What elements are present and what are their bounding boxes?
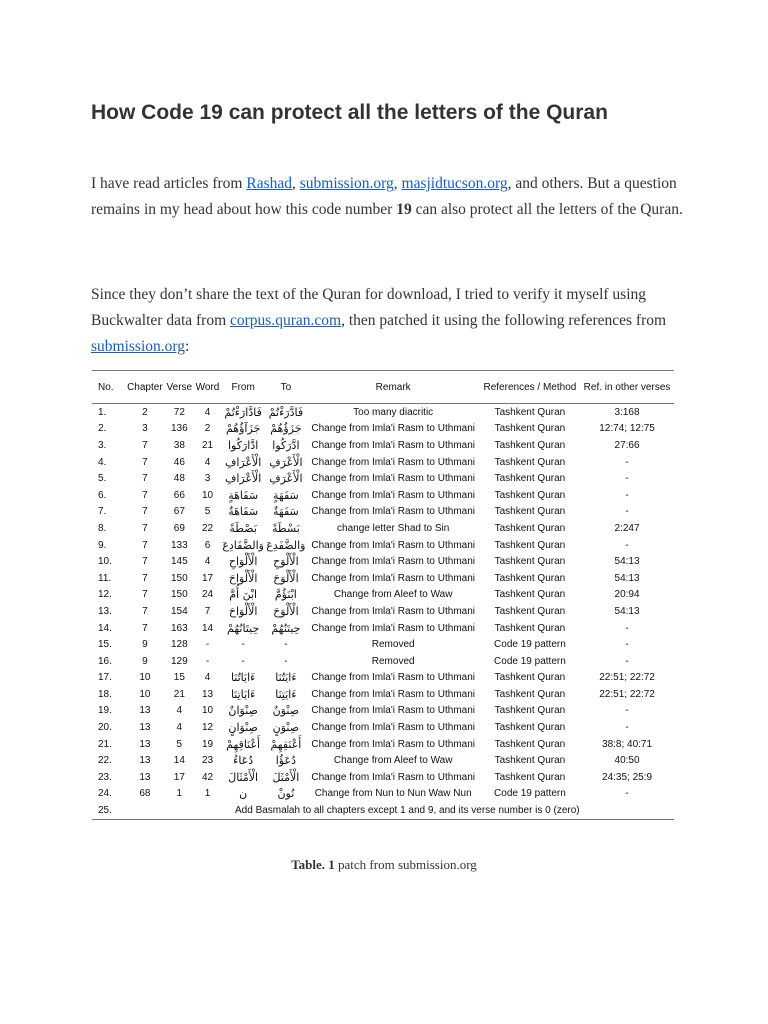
table-cell: Tashkent Quran	[494, 572, 566, 584]
table-cell: 7	[142, 605, 148, 617]
table-cell: -	[284, 655, 288, 667]
table-cell: Code 19 pattern	[494, 788, 566, 800]
table-cell: 1	[204, 788, 211, 800]
table-cell: 15	[173, 672, 185, 684]
table-cell: ءَايَتُنَا	[275, 671, 297, 685]
table-cell: الْأَمْثَلَ	[272, 770, 300, 784]
table-cell: الْأَلْوَاحِ	[228, 555, 258, 569]
table-cell: 22:51; 22:72	[599, 672, 655, 684]
caption-text: patch from submission.org	[334, 857, 477, 872]
table-cell: الْأَمْثَالَ	[228, 770, 259, 784]
table-cell: جَزَؤُهُمْ	[270, 422, 302, 436]
text-span: can also protect all the letters of the Quran.	[411, 201, 683, 218]
table-row	[92, 736, 674, 753]
table-cell: 38:8; 40:71	[602, 738, 653, 750]
table-cell: Tashkent Quran	[494, 688, 566, 700]
table-cell: 10	[139, 688, 151, 700]
table-cell: Change from Imla'i Rasm to Uthmani	[311, 539, 475, 551]
table-cell: الْأَلْوَاحَ	[228, 571, 258, 585]
table-cell: 23	[201, 755, 214, 767]
table-cell: 69	[173, 522, 185, 534]
table-cell: 48	[173, 473, 185, 485]
table-cell: 66	[173, 489, 185, 501]
table-cell: 9	[142, 639, 148, 651]
table-cell: الْأَلْوَحَ	[273, 571, 299, 585]
table-cell: 21.	[98, 738, 112, 750]
table-cell: 128	[170, 639, 188, 651]
link-submission-org[interactable]: submission.org	[299, 175, 394, 192]
table-caption	[0, 857, 768, 873]
table-cell: 2	[204, 423, 211, 435]
table-cell: 46	[173, 456, 185, 468]
table-cell: Change from Imla'i Rasm to Uthmani	[311, 771, 475, 783]
text-span: ,	[393, 175, 402, 192]
table-cell: الْأَلْوَحَ	[273, 604, 299, 618]
table-cell: بَصْطَةً	[229, 521, 257, 535]
table-row	[92, 470, 674, 487]
table-row	[92, 653, 674, 670]
table-cell: -	[241, 655, 245, 667]
table-cell: Tashkent Quran	[494, 589, 566, 601]
table-cell: 17	[173, 771, 185, 783]
table-cell: 6.	[98, 489, 107, 501]
table-cell: Change from Aleef to Waw	[333, 755, 453, 767]
table-cell: 20.	[98, 722, 112, 734]
table-cell: Change from Aleef to Waw	[333, 589, 453, 601]
table-cell: وَالضَّفَدِعَ	[266, 538, 306, 552]
table-cell: حِيتَانُهُمْ	[227, 621, 260, 635]
table-cell: سَفَاهَةٌ	[228, 505, 259, 519]
table-cell: صِنْوَانٌ	[228, 704, 258, 718]
table-cell: -	[625, 456, 629, 468]
table-cell: صِنْوَنٌ	[272, 704, 300, 718]
table-cell: 5.	[98, 473, 107, 485]
table-cell: 21	[173, 688, 185, 700]
table-cell: 145	[170, 556, 188, 568]
table-cell: Change from Imla'i Rasm to Uthmani	[311, 473, 475, 485]
table-cell: Tashkent Quran	[494, 771, 566, 783]
table-row	[92, 769, 674, 786]
table-cell: 23.	[98, 771, 112, 783]
table-cell: Change from Imla'i Rasm to Uthmani	[311, 439, 475, 451]
table-cell: Tashkent Quran	[494, 473, 566, 485]
table-cell: وَالضَّفَادِعَ	[222, 538, 264, 552]
text-span: ,	[292, 175, 300, 192]
table-row	[92, 421, 674, 438]
table-cell: Removed	[371, 639, 415, 651]
table-row	[92, 620, 674, 637]
column-header: From	[221, 371, 265, 404]
table-cell: ءَايَاتُنَا	[230, 671, 256, 685]
table-cell: سَفَهَةٌ	[273, 505, 299, 519]
table-row	[92, 454, 674, 471]
table-cell: 13	[139, 771, 151, 783]
table-cell: بَسْطَةً	[271, 521, 300, 535]
table-cell: 3:168	[614, 406, 640, 418]
text-span: I have read articles from	[91, 175, 247, 192]
table-cell: 9	[142, 655, 148, 667]
table-cell: 7	[142, 506, 148, 518]
table-cell: 14.	[98, 622, 112, 634]
table-cell: Tashkent Quran	[494, 539, 566, 551]
table-cell: change letter Shad to Sin	[337, 522, 450, 534]
table-cell: صِنْوَنٍ	[272, 721, 300, 735]
table-cell: 7	[142, 589, 148, 601]
table-cell: Tashkent Quran	[494, 556, 566, 568]
table-cell: الْأَعْرَفِ	[269, 455, 303, 469]
table-cell: 19.	[98, 705, 112, 717]
table-cell: 24	[201, 589, 214, 601]
table-cell: 150	[170, 589, 188, 601]
intro-paragraph	[91, 171, 691, 223]
table-cell: الْأَعْرَفِ	[269, 472, 303, 486]
table-cell: الْأَلْوَحِ	[273, 555, 299, 569]
table-cell: Tashkent Quran	[494, 489, 566, 501]
table-row	[92, 719, 674, 736]
table-cell: 4	[204, 672, 211, 684]
table-cell: ن	[239, 787, 248, 801]
table-cell: Tashkent Quran	[494, 722, 566, 734]
table-cell: 54:13	[614, 605, 640, 617]
table-cell: 136	[170, 423, 188, 435]
table-cell: نُونْ	[277, 787, 295, 801]
table-cell: فَادَّارَءْتُمْ	[224, 405, 262, 419]
table-cell: -	[625, 705, 629, 717]
table-cell: 1	[176, 788, 183, 800]
table-cell: Tashkent Quran	[494, 506, 566, 518]
table-cell: 7	[142, 556, 148, 568]
caption-label: Table. 1	[291, 857, 335, 872]
table-cell: -	[284, 639, 288, 651]
table-cell: Change from Imla'i Rasm to Uthmani	[311, 688, 475, 700]
table-cell: الْأَعْرَافِ	[224, 455, 262, 469]
table-cell: Tashkent Quran	[494, 622, 566, 634]
table-cell: 13	[201, 688, 214, 700]
table-cell: Tashkent Quran	[494, 738, 566, 750]
table-body	[92, 404, 674, 820]
table-cell: Change from Imla'i Rasm to Uthmani	[311, 722, 475, 734]
table-cell: -	[625, 473, 629, 485]
table-cell: Tashkent Quran	[494, 522, 566, 534]
table-cell: 13.	[98, 605, 112, 617]
table-cell: Change from Imla'i Rasm to Uthmani	[311, 572, 475, 584]
column-header: Ref. in other verses	[580, 371, 674, 404]
table-row	[92, 570, 674, 587]
column-header: References / Method	[480, 371, 580, 404]
table-cell: 72	[173, 406, 185, 418]
table-cell: 7.	[98, 506, 107, 518]
column-header: Verse	[165, 371, 194, 404]
article-title: How Code 19 can protect all the letters of the Quran	[91, 101, 608, 124]
table-cell: 13	[139, 738, 151, 750]
table-cell: 4	[204, 456, 211, 468]
link-submission-org-2[interactable]: submission.org	[91, 338, 186, 355]
table-cell: Tashkent Quran	[494, 406, 566, 418]
table-cell: 12.	[98, 589, 112, 601]
table-cell: ابْنَؤُمَّ	[274, 588, 297, 602]
table-row	[92, 802, 674, 819]
table-cell: 38	[173, 439, 185, 451]
table-cell: 13	[139, 755, 151, 767]
code-number: 19	[396, 201, 412, 218]
table-cell: 42	[201, 771, 214, 783]
table-cell: 133	[170, 539, 188, 551]
link-rashad[interactable]: Rashad	[246, 175, 292, 192]
table-cell: Change from Imla'i Rasm to Uthmani	[311, 605, 475, 617]
table-row	[92, 603, 674, 620]
table-cell: 129	[170, 655, 188, 667]
table-row	[92, 703, 674, 720]
column-header: Chapter	[125, 371, 165, 404]
column-header: Word	[194, 371, 221, 404]
table-cell: 16.	[98, 655, 112, 667]
table-cell: 21	[201, 439, 214, 451]
table-row	[92, 437, 674, 454]
table-cell: 7	[142, 456, 148, 468]
table-cell-merged: Add Basmalah to all chapters except 1 and 9, and its verse number is 0 (zero)	[125, 802, 674, 819]
text-span: :	[185, 338, 190, 355]
table-cell: Change from Imla'i Rasm to Uthmani	[311, 672, 475, 684]
table-cell: أَعْنَاقِهِمْ	[226, 737, 261, 751]
table-cell: سَفَاهَةٍ	[228, 488, 259, 502]
table-cell: Tashkent Quran	[494, 423, 566, 435]
table-cell: 25.	[92, 802, 125, 819]
table-cell: 7	[142, 522, 148, 534]
patch-table-wrapper	[92, 370, 674, 820]
table-row	[92, 487, 674, 504]
table-cell: 3.	[98, 439, 107, 451]
table-cell: 10	[201, 489, 214, 501]
table-cell: جَزَآؤُهُمْ	[225, 422, 261, 436]
table-cell: -	[241, 639, 245, 651]
table-row	[92, 686, 674, 703]
text-span: Since they don’t share the text of the Quran for download, I tried to verify it myself using Buckwalter data from	[91, 286, 646, 329]
table-cell: 2.	[98, 423, 107, 435]
table-cell: 7	[204, 605, 211, 617]
table-cell: الْأَعْرَافِ	[224, 472, 262, 486]
table-header-row	[92, 371, 674, 404]
table-cell: دُعَاءُ	[233, 754, 254, 768]
table-row	[92, 670, 674, 687]
table-cell: -	[625, 539, 629, 551]
column-header: Remark	[307, 371, 480, 404]
table-cell: 18.	[98, 688, 112, 700]
table-cell: Tashkent Quran	[494, 672, 566, 684]
table-cell: -	[625, 655, 629, 667]
table-cell: 12	[201, 722, 214, 734]
table-cell: 54:13	[614, 572, 640, 584]
table-cell: 4	[176, 705, 183, 717]
table-row	[92, 404, 674, 421]
patch-table	[92, 370, 674, 820]
table-cell: 22:51; 22:72	[599, 688, 655, 700]
table-cell: 5	[204, 506, 211, 518]
table-cell: -	[625, 722, 629, 734]
table-cell: 7	[142, 489, 148, 501]
table-cell: ادَّارَكُوا	[227, 438, 259, 452]
table-cell: -	[625, 489, 629, 501]
table-cell: 24.	[98, 788, 112, 800]
table-cell: 6	[204, 539, 211, 551]
table-cell: 5	[176, 738, 183, 750]
text-span: , then patched it using the following references from	[341, 312, 667, 329]
table-cell: Change from Imla'i Rasm to Uthmani	[311, 423, 475, 435]
table-cell: -	[625, 788, 629, 800]
table-cell: 67	[173, 506, 185, 518]
column-header: To	[265, 371, 306, 404]
table-cell: سَفَهَةٍ	[273, 488, 299, 502]
table-cell: 13	[139, 722, 151, 734]
table-cell: 12:74; 12:75	[599, 423, 655, 435]
table-cell: 4	[204, 406, 211, 418]
table-cell: 1.	[98, 406, 107, 418]
table-cell: 3	[204, 473, 211, 485]
table-cell: 13	[139, 705, 151, 717]
table-row	[92, 786, 674, 803]
table-cell: 4.	[98, 456, 107, 468]
table-cell: 3	[142, 423, 148, 435]
table-cell: 4	[204, 556, 211, 568]
table-cell: -	[625, 639, 629, 651]
table-cell: 2	[142, 406, 148, 418]
table-cell: 4	[176, 722, 183, 734]
table-cell: Change from Imla'i Rasm to Uthmani	[311, 622, 475, 634]
table-cell: 8.	[98, 522, 107, 534]
table-cell: 54:13	[614, 556, 640, 568]
table-cell: 10	[201, 705, 214, 717]
table-cell: 7	[142, 539, 148, 551]
table-cell: 154	[170, 605, 188, 617]
table-cell: Too many diacritic	[353, 406, 434, 418]
table-cell: 14	[201, 622, 214, 634]
table-row	[92, 520, 674, 537]
table-cell: 20:94	[614, 589, 640, 601]
table-cell: Code 19 pattern	[494, 639, 566, 651]
table-row	[92, 504, 674, 521]
table-cell: 15.	[98, 639, 112, 651]
table-cell: 68	[139, 788, 151, 800]
table-cell: 9.	[98, 539, 107, 551]
link-corpus-quran[interactable]: corpus.quran.com	[230, 312, 342, 329]
text-span: , and others. But a question remains in my head about how this code number	[91, 175, 677, 218]
table-cell: Change from Imla'i Rasm to Uthmani	[311, 705, 475, 717]
table-cell: Change from Imla'i Rasm to Uthmani	[311, 489, 475, 501]
table-cell: ءَايَاتِنَا	[230, 687, 256, 701]
table-cell: Tashkent Quran	[494, 705, 566, 717]
table-cell: 150	[170, 572, 188, 584]
table-cell: Tashkent Quran	[494, 456, 566, 468]
table-cell: 14	[173, 755, 185, 767]
table-cell: Change from Imla'i Rasm to Uthmani	[311, 456, 475, 468]
table-cell: Tashkent Quran	[494, 439, 566, 451]
table-cell: 10	[139, 672, 151, 684]
link-masjidtucson-org[interactable]: masjidtucson.org	[401, 175, 508, 192]
table-cell: 7	[142, 439, 148, 451]
table-cell: Tashkent Quran	[494, 605, 566, 617]
table-cell: حِيتَنُهُمْ	[271, 621, 301, 635]
table-cell: -	[205, 639, 210, 651]
table-row	[92, 636, 674, 653]
table-cell: Code 19 pattern	[494, 655, 566, 667]
table-cell: ابْنَ أُمَّ	[229, 588, 258, 602]
table-cell: Change from Nun to Nun Waw Nun	[314, 788, 472, 800]
table-cell: Tashkent Quran	[494, 755, 566, 767]
table-cell: Change from Imla'i Rasm to Uthmani	[311, 506, 475, 518]
table-cell: أَعْنَقِهِمْ	[270, 737, 302, 751]
table-row	[92, 752, 674, 769]
table-cell: 2:247	[614, 522, 640, 534]
table-cell: 24:35; 25:9	[602, 771, 653, 783]
table-row	[92, 587, 674, 604]
table-row	[92, 553, 674, 570]
table-cell: 17.	[98, 672, 112, 684]
table-cell: 10.	[98, 556, 112, 568]
table-cell: 7	[142, 572, 148, 584]
table-cell: 40:50	[614, 755, 640, 767]
method-paragraph	[91, 282, 691, 360]
table-cell: الْأَلْوَاحَ	[228, 604, 258, 618]
table-cell: Change from Imla'i Rasm to Uthmani	[311, 556, 475, 568]
column-header: No.	[92, 371, 125, 404]
table-cell: Removed	[371, 655, 415, 667]
table-row	[92, 537, 674, 554]
table-cell: 7	[142, 473, 148, 485]
table-cell: 22	[201, 522, 214, 534]
table-cell: ادَّرَكُوا	[272, 438, 300, 452]
table-cell: -	[625, 622, 629, 634]
table-cell: 22.	[98, 755, 112, 767]
table-cell: فَادَّرَءْتُمْ	[268, 405, 304, 419]
table-cell: صِنْوَانٍ	[228, 721, 258, 735]
table-cell: 19	[201, 738, 214, 750]
table-cell: 11.	[98, 572, 112, 584]
table-cell: 27:66	[614, 439, 640, 451]
table-cell: -	[205, 655, 210, 667]
table-cell: 163	[170, 622, 188, 634]
table-cell: 17	[201, 572, 214, 584]
table-cell: دُعَؤُا	[275, 754, 296, 768]
table-cell: -	[625, 506, 629, 518]
table-cell: Change from Imla'i Rasm to Uthmani	[311, 738, 475, 750]
table-cell: 7	[142, 622, 148, 634]
table-cell: ءَايَتِنَا	[275, 687, 297, 701]
